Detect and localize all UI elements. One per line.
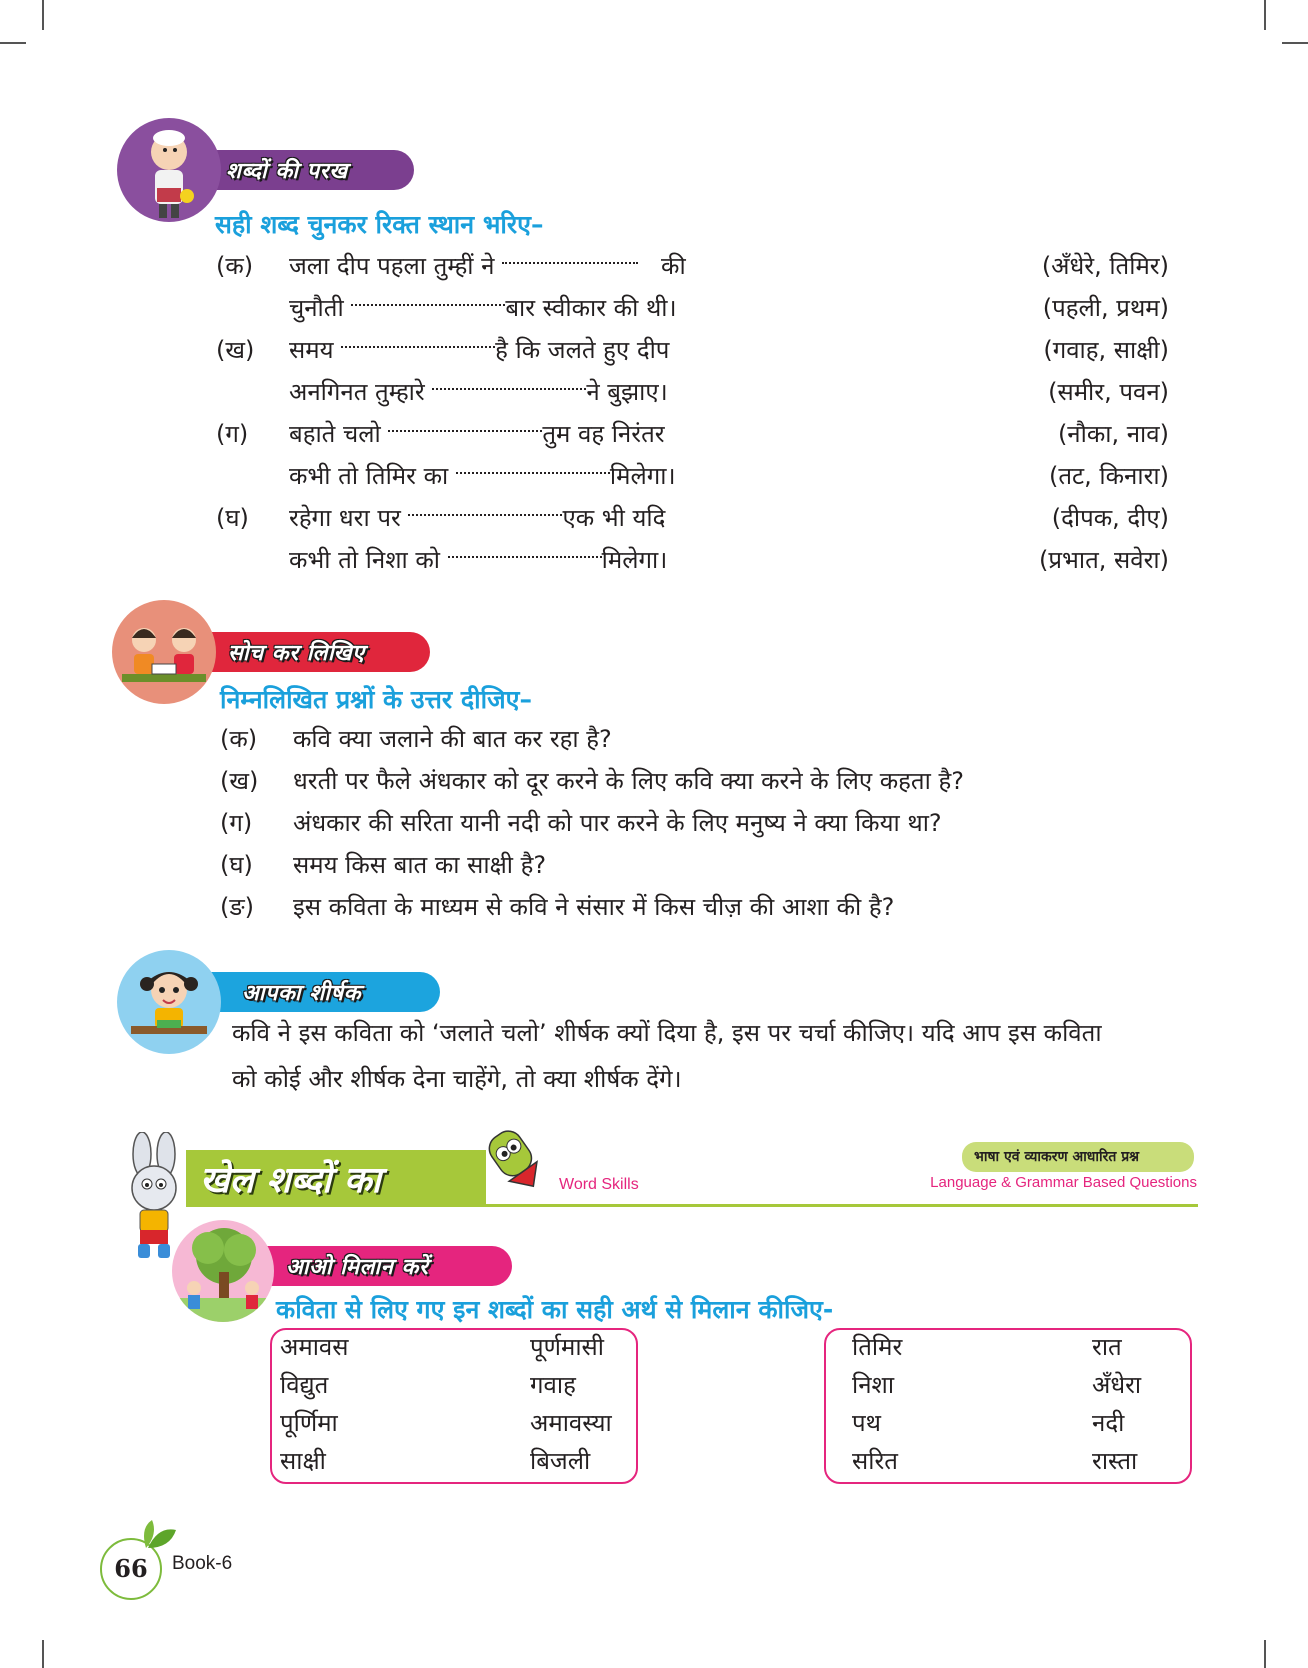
match-word-right[interactable]: रात — [1092, 1333, 1122, 1361]
word-options: (अँधेरे, तिमिर) — [1041, 252, 1169, 280]
match-word-left[interactable]: तिमिर — [852, 1333, 903, 1361]
question-text: इस कविता के माध्यम से कवि ने संसार में किस चीज़ की आशा की है? — [293, 893, 895, 921]
girl-at-desk-illustration — [117, 950, 221, 1054]
section4-instruction: कविता से लिए गए इन शब्दों का सही अर्थ से मिलान कीजिए- — [276, 1295, 834, 1324]
question-marker: (क) — [220, 725, 258, 753]
leaf-icon — [136, 1516, 180, 1550]
question-text: धरती पर फैले अंधकार को दूर करने के लिए कवि क्या करने के लिए कहता है? — [293, 767, 964, 795]
item-line: अनगिनत तुम्हारे ने बुझाए। — [289, 378, 668, 406]
match-word-left[interactable]: पथ — [852, 1409, 881, 1437]
match-word-right[interactable]: गवाह — [530, 1371, 576, 1399]
section3-paragraph-line2: को कोई और शीर्षक देना चाहेंगे, तो क्या शीर्षक देंगे। — [232, 1065, 682, 1093]
banner-underline — [186, 1204, 1198, 1207]
blank-line[interactable] — [408, 502, 562, 516]
item-line: रहेगा धरा पर एक भी यदि — [289, 504, 666, 532]
thinking-man-icon — [117, 118, 221, 222]
word-options: (गवाह, साक्षी) — [1043, 336, 1169, 364]
pencil-icon — [480, 1124, 550, 1196]
page-number: 66 — [114, 1554, 148, 1583]
question-marker: (ङ) — [220, 893, 255, 921]
grammar-tag-en: Language & Grammar Based Questions — [930, 1174, 1197, 1191]
blank-line[interactable] — [456, 460, 610, 474]
banner-title: खेल शब्दों का — [200, 1159, 381, 1201]
section-badge-aapka-sheershak — [196, 972, 440, 1012]
item-line: कभी तो निशा को मिलेगा। — [289, 546, 668, 574]
item-line: जला दीप पहला तुम्हीं ने की — [289, 252, 686, 280]
banner-subtitle-en: Word Skills — [559, 1176, 639, 1193]
crop-mark — [1264, 1640, 1266, 1668]
item-line: कभी तो तिमिर का मिलेगा। — [289, 462, 676, 490]
word-options: (दीपक, दीए) — [1051, 504, 1169, 532]
match-word-left[interactable]: सरित — [852, 1447, 898, 1475]
match-word-right[interactable]: अमावस्या — [530, 1409, 612, 1437]
blank-line[interactable] — [351, 292, 505, 306]
girl-at-desk-icon — [117, 950, 221, 1054]
question-text: अंधकार की सरिता यानी नदी को पार करने के लिए मनुष्य ने क्या किया था? — [293, 809, 942, 837]
section-badge-label: आओ मिलान करें — [286, 1254, 429, 1280]
blank-line[interactable] — [432, 376, 586, 390]
section2-instruction: निम्नलिखित प्रश्नों के उत्तर दीजिए– — [220, 685, 532, 714]
item-line: समय है कि जलते हुए दीप — [289, 336, 670, 364]
word-options: (पहली, प्रथम) — [1042, 294, 1169, 322]
question-marker: (ग) — [220, 809, 253, 837]
match-word-left[interactable]: निशा — [852, 1371, 895, 1399]
match-word-left[interactable]: विद्युत — [280, 1371, 329, 1399]
match-word-left[interactable]: पूर्णिमा — [280, 1409, 338, 1437]
blank-line[interactable] — [341, 334, 495, 348]
item-marker: (घ) — [216, 504, 249, 532]
kids-tree-illustration — [172, 1220, 274, 1322]
grammar-tag-hi: भाषा एवं व्याकरण आधारित प्रश्न — [962, 1142, 1194, 1172]
section-badge-label: सोच कर लिखिए — [228, 640, 365, 666]
match-word-right[interactable]: नदी — [1092, 1409, 1125, 1437]
match-word-right[interactable]: रास्ता — [1092, 1447, 1138, 1475]
match-word-right[interactable]: बिजली — [530, 1447, 591, 1475]
word-options: (नौका, नाव) — [1057, 420, 1169, 448]
match-word-left[interactable]: अमावस — [280, 1333, 349, 1361]
thinking-man-illustration — [117, 118, 221, 222]
question-text: कवि क्या जलाने की बात कर रहा है? — [293, 725, 612, 753]
word-skills-banner — [186, 1150, 486, 1204]
match-word-right[interactable]: पूर्णमासी — [530, 1333, 604, 1361]
item-marker: (ग) — [216, 420, 249, 448]
word-options: (प्रभात, सवेरा) — [1038, 546, 1169, 574]
word-options: (समीर, पवन) — [1048, 378, 1169, 406]
word-options: (तट, किनारा) — [1049, 462, 1169, 490]
question-marker: (ख) — [220, 767, 259, 795]
item-line: चुनौती बार स्वीकार की थी। — [289, 294, 677, 322]
book-label: Book-6 — [172, 1553, 233, 1574]
item-marker: (क) — [216, 252, 254, 280]
section-badge-soch-kar-likhiye — [186, 632, 430, 672]
kids-reading-icon — [112, 600, 216, 704]
section-badge-aao-milan-karen — [246, 1246, 512, 1286]
crop-mark — [1264, 0, 1266, 30]
blank-line[interactable] — [448, 544, 602, 558]
pencil-mascot — [480, 1124, 550, 1196]
section-badge-label: आपका शीर्षक — [242, 980, 362, 1006]
kids-reading-illustration — [112, 600, 216, 704]
blank-line[interactable] — [502, 250, 638, 264]
item-line: बहाते चलो तुम वह निरंतर — [289, 420, 665, 448]
item-marker: (ख) — [216, 336, 255, 364]
section3-paragraph-line1: कवि ने इस कविता को ‘जलाते चलो’ शीर्षक क्यों दिया है, इस पर चर्चा कीजिए। यदि आप इस कविता — [232, 1019, 1102, 1047]
crop-mark — [42, 0, 44, 30]
match-word-left[interactable]: साक्षी — [280, 1447, 326, 1475]
section-badge-shabdon-ki-parakh — [190, 150, 414, 190]
section-badge-label: शब्दों की परख — [226, 158, 348, 184]
match-word-right[interactable]: अँधेरा — [1092, 1371, 1142, 1399]
section1-instruction: सही शब्द चुनकर रिक्त स्थान भरिए– — [215, 210, 544, 239]
crop-mark — [0, 42, 26, 44]
blank-line[interactable] — [388, 418, 542, 432]
question-text: समय किस बात का साक्षी है? — [293, 851, 547, 879]
kids-tree-icon — [172, 1220, 274, 1322]
crop-mark — [42, 1640, 44, 1668]
question-marker: (घ) — [220, 851, 253, 879]
crop-mark — [1282, 42, 1308, 44]
